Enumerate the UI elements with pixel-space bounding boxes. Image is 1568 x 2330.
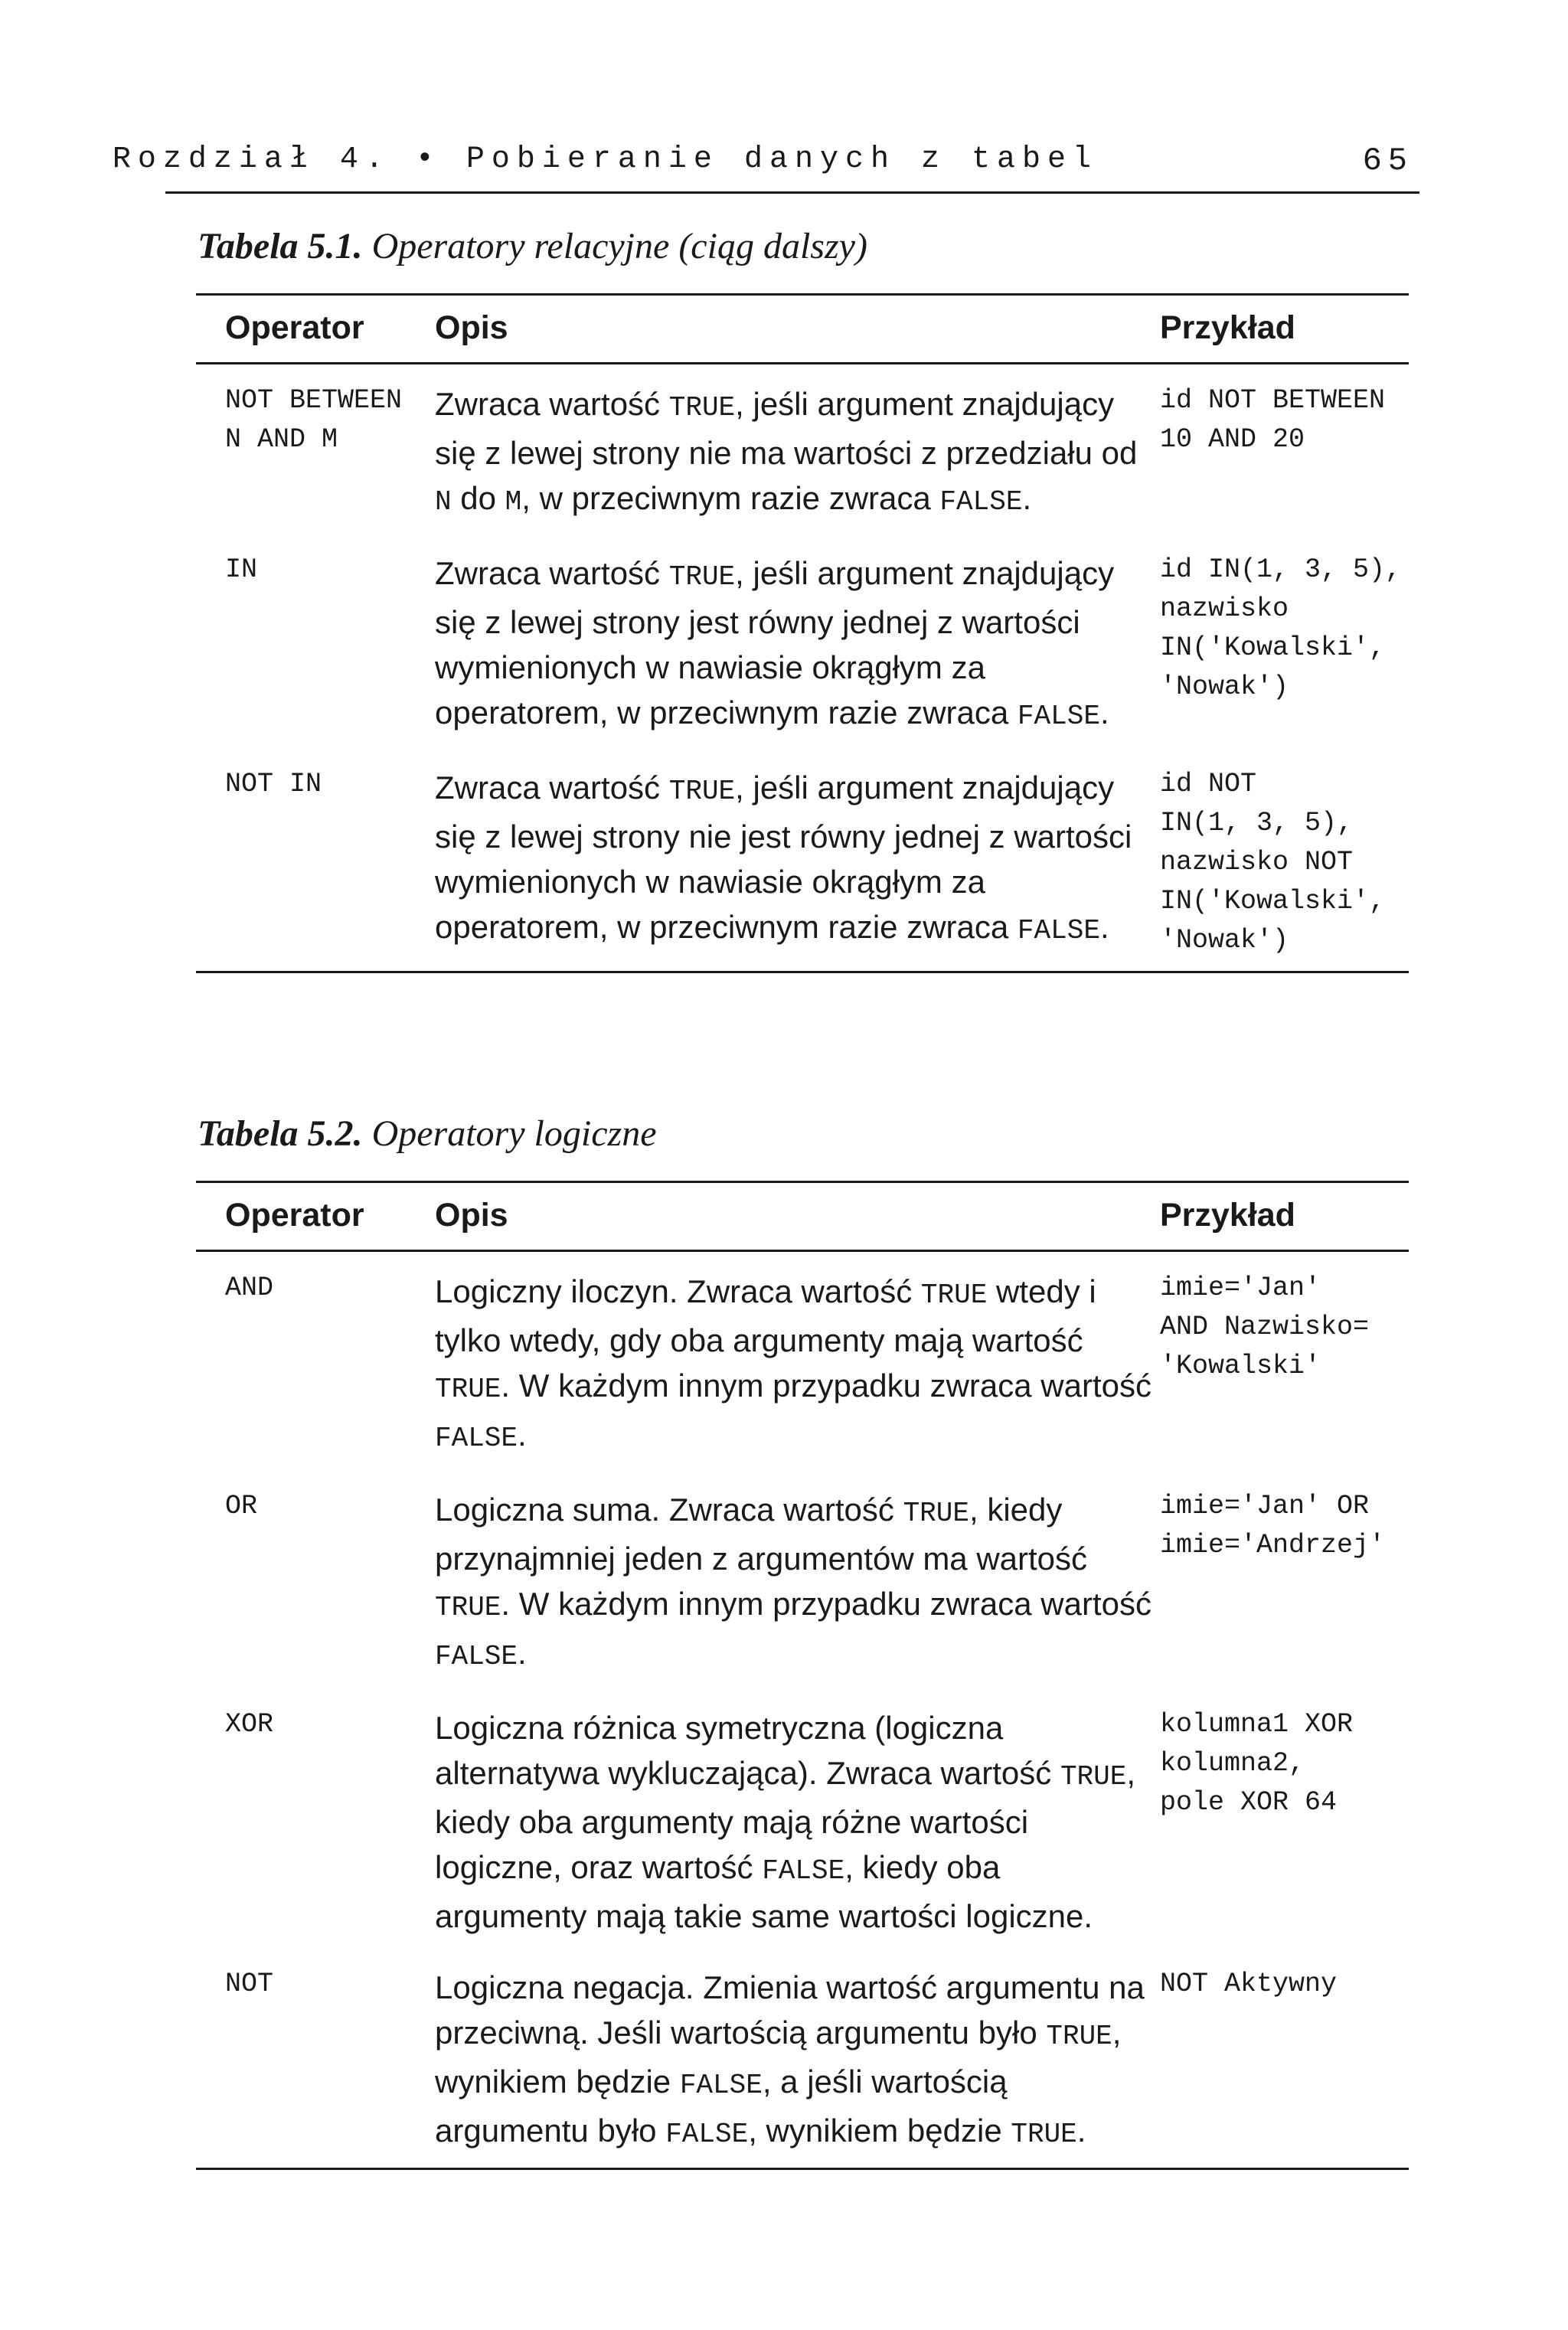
operator-cell: IN [225, 554, 258, 585]
table-row [196, 1251, 1409, 1488]
table-row [196, 765, 1409, 972]
description-text: . W każdym innym przypadku zwraca wartość [501, 1586, 1152, 1622]
description-cell [435, 364, 1160, 551]
operator-cell: NOT IN [225, 769, 322, 799]
inline-code: TRUE [1060, 1761, 1127, 1792]
inline-code: FALSE [665, 2119, 749, 2150]
inline-code: FALSE [939, 486, 1023, 518]
description-text: , wynikiem będzie [748, 2113, 1011, 2149]
chapter-title: Rozdział 4. • Pobieranie danych z tabel [112, 142, 1098, 177]
column-header-operator: Operator [225, 309, 364, 346]
relational-operators-table [196, 293, 1409, 973]
table-header-row [196, 1182, 1409, 1251]
operator-cell: XOR [225, 1709, 274, 1740]
inline-code: TRUE [668, 561, 736, 593]
description-text: , kiedy oba argumenty mają różne wartości logiczne, oraz wartość [435, 1755, 1136, 1885]
inline-code: TRUE [1046, 2021, 1112, 2052]
description-cell [435, 1251, 1160, 1488]
table-header-row [196, 295, 1409, 364]
column-header-example: Przykład [1160, 309, 1295, 346]
operator-cell: NOT BETWEEN N AND M [225, 385, 403, 455]
description-text: do [451, 480, 505, 516]
inline-code: TRUE [903, 1498, 969, 1529]
description-text: . [1099, 694, 1109, 730]
description-cell [435, 551, 1160, 765]
column-header-example: Przykład [1160, 1197, 1295, 1234]
column-header-description: Opis [435, 1197, 508, 1234]
inline-code: FALSE [1017, 915, 1100, 946]
description-cell [435, 1705, 1160, 1965]
description-text: Logiczny iloczyn. Zwraca wartość [435, 1273, 921, 1309]
inline-code: FALSE [1017, 701, 1100, 732]
inline-code: TRUE [668, 776, 736, 807]
description-text: . [518, 1635, 527, 1671]
operator-cell: AND [225, 1273, 274, 1303]
description-cell [435, 765, 1160, 972]
logical-operators-table [196, 1181, 1409, 2170]
inline-code: M [505, 486, 522, 518]
inline-code: FALSE [435, 1423, 518, 1454]
example-cell: id NOT IN(1, 3, 5), nazwisko NOT IN('Kowalski', 'Nowak') [1160, 769, 1386, 956]
table2-caption-text: Operatory logiczne [371, 1113, 657, 1154]
table2-caption-number: Tabela 5.2. [198, 1113, 363, 1154]
table1-body [196, 364, 1409, 972]
example-cell: id NOT BETWEEN 10 AND 20 [1160, 385, 1386, 455]
inline-code: TRUE [435, 1592, 501, 1623]
example-cell: kolumna1 XOR kolumna2, pole XOR 64 [1160, 1709, 1354, 1818]
description-text: . [1099, 909, 1109, 945]
inline-code: TRUE [668, 392, 736, 423]
table-row [196, 364, 1409, 551]
example-cell: imie='Jan' OR imie='Andrzej' [1160, 1491, 1386, 1560]
description-text: wtedy i tylko wtedy, gdy oba argumenty mają wartość [435, 1273, 1096, 1358]
table-row [196, 551, 1409, 765]
column-header-description: Opis [435, 309, 508, 346]
table-row [196, 1705, 1409, 1965]
inline-code: FALSE [435, 1641, 518, 1672]
description-text: , jeśli argument znajdujący się z lewej strony nie ma wartości z przedziału od [435, 386, 1138, 471]
column-header-operator: Operator [225, 1197, 364, 1234]
description-text: Zwraca wartość [435, 555, 669, 591]
description-text: Zwraca wartość [435, 386, 669, 422]
description-text: , w przeciwnym razie zwraca [521, 480, 940, 516]
inline-code: TRUE [435, 1374, 501, 1405]
table-row [196, 1965, 1409, 2169]
description-text: . [518, 1417, 527, 1453]
inline-code: FALSE [762, 1855, 845, 1887]
operator-cell: NOT [225, 1969, 274, 1999]
table1-caption [198, 225, 867, 267]
example-cell: id IN(1, 3, 5), nazwisko IN('Kowalski', 'Nowak') [1160, 554, 1402, 702]
description-cell [435, 1487, 1160, 1705]
description-text: Logiczna suma. Zwraca wartość [435, 1492, 903, 1528]
example-cell: imie='Jan' AND Nazwisko= 'Kowalski' [1160, 1273, 1370, 1381]
operator-cell: OR [225, 1491, 258, 1521]
description-text: , a jeśli wartością argumentu było [435, 2064, 1008, 2149]
table1-caption-text: Operatory relacyjne (ciąg dalszy) [371, 226, 867, 266]
description-text: Logiczna negacja. Zmienia wartość argumentu na przeciwną. Jeśli wartością argumentu było [435, 1969, 1145, 2051]
description-text: . [1022, 480, 1032, 516]
table2-body [196, 1251, 1409, 2169]
table2-caption [198, 1113, 657, 1155]
inline-code: FALSE [679, 2070, 763, 2101]
inline-code: TRUE [1011, 2119, 1077, 2150]
running-head [112, 142, 1419, 188]
description-text: . W każdym innym przypadku zwraca wartość [501, 1368, 1152, 1404]
description-text: Zwraca wartość [435, 770, 669, 806]
description-text: Logiczna różnica symetryczna (logiczna alternatywa wykluczająca). Zwraca wartość [435, 1710, 1060, 1791]
description-text: , kiedy oba argumenty mają takie same wartości logiczne. [435, 1849, 1093, 1934]
inline-code: N [435, 486, 452, 518]
description-text: , jeśli argument znajdujący się z lewej strony jest równy jednej z wartości wymienionych w nawiasie okrągłym za operatorem, w przeciwnym razie zwraca [435, 555, 1115, 730]
description-text: , jeśli argument znajdujący się z lewej strony nie jest równy jednej z wartości wymienionych w nawiasie okrągłym za operatorem, w przeciwnym razie zwraca [435, 770, 1132, 945]
description-text: . [1076, 2113, 1086, 2149]
description-cell [435, 1965, 1160, 2169]
inline-code: TRUE [920, 1279, 988, 1311]
page-number: 65 [1362, 142, 1413, 179]
example-cell: NOT Aktywny [1160, 1969, 1338, 1999]
description-text: , kiedy przynajmniej jeden z argumentów ma wartość [435, 1492, 1088, 1577]
description-text: , wynikiem będzie [435, 2015, 1122, 2100]
table-row [196, 1487, 1409, 1705]
table1-caption-number: Tabela 5.1. [198, 226, 363, 266]
header-rule [165, 191, 1419, 194]
